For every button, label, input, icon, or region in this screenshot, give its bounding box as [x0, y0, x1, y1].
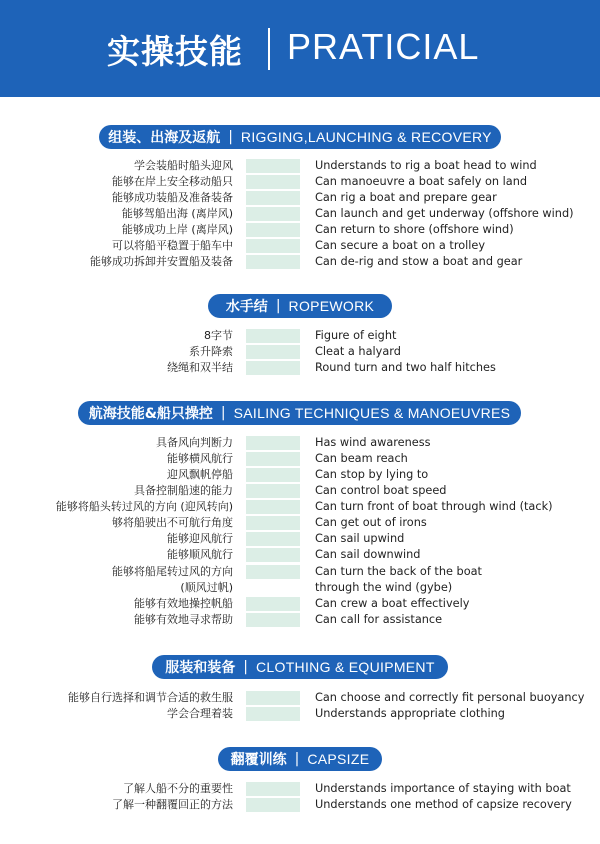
checkbox-cell[interactable]	[246, 707, 300, 721]
skill-label-en: Can crew a boat effectively	[315, 597, 470, 610]
skill-item	[0, 360, 600, 376]
skill-label-en: Can launch and get underway (offshore wind)	[315, 207, 574, 220]
section-title-rigging	[99, 125, 501, 149]
skill-item	[0, 467, 600, 483]
skill-label-en: Figure of eight	[315, 329, 397, 342]
skill-label-en: Can choose and correctly fit personal buoyancy	[315, 691, 585, 704]
section-title-en: CAPSIZE	[307, 751, 370, 767]
checkbox-cell[interactable]	[246, 782, 300, 796]
skill-item	[0, 706, 600, 722]
skill-label-en: Can de-rig and stow a boat and gear	[315, 255, 523, 268]
skill-label-zh: 学会装船时船头迎风	[134, 159, 233, 172]
skill-item	[0, 254, 600, 270]
checkbox-cell[interactable]	[246, 468, 300, 482]
checkbox-cell[interactable]	[246, 191, 300, 205]
skill-label-en: Can manoeuvre a boat safely on land	[315, 175, 528, 188]
section-title-divider: |	[243, 659, 249, 675]
skill-label-zh: 绕绳和双半结	[167, 361, 233, 374]
skill-label-en: Can sail upwind	[315, 532, 405, 545]
skill-item	[0, 612, 600, 628]
checkbox-cell[interactable]	[246, 548, 300, 562]
page-header	[0, 0, 600, 97]
skill-label-zh: 可以将船平稳置于船车中	[112, 239, 233, 252]
checkbox-cell[interactable]	[246, 565, 300, 579]
checkbox-cell[interactable]	[246, 597, 300, 611]
section-title-zh: 服装和装备	[165, 660, 236, 676]
checkbox-cell[interactable]	[246, 613, 300, 627]
skill-label-zh: 能够成功拆卸并安置船及装备	[90, 255, 233, 268]
skill-label-en: Can return to shore (offshore wind)	[315, 223, 514, 236]
section-title-en: RIGGING,LAUNCHING & RECOVERY	[240, 129, 492, 145]
checkbox-cell[interactable]	[246, 484, 300, 498]
skill-item	[0, 174, 600, 190]
checkbox-cell[interactable]	[246, 159, 300, 173]
skill-item	[0, 238, 600, 254]
skill-item	[0, 483, 600, 499]
skill-item	[0, 451, 600, 467]
skill-label-en: Can sail downwind	[315, 548, 421, 561]
skill-label-zh: 能够驾船出海 (离岸风)	[121, 207, 233, 220]
checkbox-cell[interactable]	[246, 361, 300, 375]
checkbox-cell[interactable]	[246, 516, 300, 530]
skill-label-en: Can stop by lying to	[315, 468, 429, 481]
skill-label-zh: 够将船驶出不可航行角度	[112, 516, 233, 529]
skill-label-en: Understands appropriate clothing	[315, 707, 505, 720]
section-title-divider: |	[275, 298, 281, 314]
skill-label-zh: 能够有效地寻求帮助	[134, 613, 233, 626]
section-title-clothing	[152, 655, 448, 679]
skill-label-en: Cleat a halyard	[315, 345, 401, 358]
skill-item	[0, 158, 600, 174]
skill-label-en: Can turn front of boat through wind (tack)	[315, 500, 553, 513]
skill-item	[0, 690, 600, 706]
skill-label-zh: 具备控制船速的能力	[134, 484, 233, 497]
checkbox-cell[interactable]	[246, 207, 300, 221]
skill-label-en: Can call for assistance	[315, 613, 443, 626]
skill-label-zh: 8字节	[204, 329, 233, 342]
skill-label-zh: 能够自行选择和调节合适的救生服	[68, 691, 233, 704]
skill-label-zh: 能够有效地操控帆船	[134, 597, 233, 610]
skill-item-continuation	[0, 580, 600, 596]
section-title-capsize	[218, 747, 382, 771]
checkbox-cell[interactable]	[246, 255, 300, 269]
skill-label-zh: 系升降索	[189, 345, 233, 358]
checkbox-cell[interactable]	[246, 452, 300, 466]
skill-item	[0, 222, 600, 238]
checkbox-cell[interactable]	[246, 329, 300, 343]
skill-label-zh: 了解一种翻覆回正的方法	[112, 798, 233, 811]
section-title-zh: 航海技能&船只操控	[88, 406, 213, 422]
skill-label-en: Understands one method of capsize recovery	[315, 798, 572, 811]
skill-label-en: Has wind awareness	[315, 436, 431, 449]
checkbox-cell[interactable]	[246, 798, 300, 812]
skill-label-zh: 了解人船不分的重要性	[123, 782, 233, 795]
skill-label-zh: 具备风向判断力	[156, 436, 233, 449]
skill-label-en: Can beam reach	[315, 452, 408, 465]
skill-label-zh: 能够将船尾转过风的方向	[112, 565, 233, 578]
skill-label-en: Understands to rig a boat head to wind	[315, 159, 537, 172]
skill-label-zh: 能够将船头转过风的方向 (迎风转向)	[55, 500, 233, 513]
skill-item	[0, 328, 600, 344]
skill-item	[0, 435, 600, 451]
skill-label-zh: 能够在岸上安全移动船只	[112, 175, 233, 188]
checkbox-cell[interactable]	[246, 500, 300, 514]
section-title-divider: |	[228, 129, 233, 145]
skill-item	[0, 499, 600, 515]
skill-label-en: Understands importance of staying with boat	[315, 782, 571, 795]
page-title-zh: 实操技能	[107, 32, 243, 71]
section-title-zh: 翻覆训练	[230, 752, 287, 768]
section-title-divider: |	[294, 751, 300, 767]
skill-label-en: Can get out of irons	[315, 516, 427, 529]
section-title-sailing	[78, 401, 521, 425]
checkbox-cell[interactable]	[246, 175, 300, 189]
skill-item	[0, 344, 600, 360]
checkbox-cell[interactable]	[246, 436, 300, 450]
skill-item	[0, 547, 600, 563]
skill-label-en: through the wind (gybe)	[315, 581, 453, 594]
page-title-en: PRATICIAL	[287, 26, 480, 67]
section-title-en: CLOTHING & EQUIPMENT	[256, 659, 435, 675]
skill-item	[0, 515, 600, 531]
skill-item	[0, 206, 600, 222]
skill-label-zh: 迎风飘帆停船	[167, 468, 233, 481]
section-title-en: ROPEWORK	[288, 298, 375, 314]
checkbox-cell[interactable]	[246, 691, 300, 705]
skill-label-zh: (顺风过帆)	[180, 581, 233, 594]
checkbox-cell[interactable]	[246, 223, 300, 237]
skill-label-zh: 能够迎风航行	[167, 532, 233, 545]
skill-label-zh: 能够顺风航行	[167, 548, 233, 561]
skill-item	[0, 781, 600, 797]
skill-label-zh: 能够横风航行	[167, 452, 233, 465]
checkbox-cell[interactable]	[246, 345, 300, 359]
section-title-zh: 水手结	[225, 299, 268, 315]
skill-label-en: Round turn and two half hitches	[315, 361, 496, 374]
section-title-en: SAILING TECHNIQUES & MANOEUVRES	[233, 405, 511, 421]
skill-label-en: Can control boat speed	[315, 484, 447, 497]
skill-label-zh: 学会合理着装	[167, 707, 233, 720]
skill-item	[0, 797, 600, 813]
skill-label-en: Can turn the back of the boat	[315, 565, 482, 578]
skill-item	[0, 564, 600, 580]
section-title-ropework	[208, 294, 392, 318]
skill-item	[0, 190, 600, 206]
skill-label-zh: 能够成功上岸 (离岸风)	[121, 223, 233, 236]
section-title-zh: 组装、出海及返航	[108, 130, 221, 146]
skill-item	[0, 596, 600, 612]
skill-label-zh: 能够成功装船及准备装备	[112, 191, 233, 204]
title-divider	[268, 28, 270, 70]
skill-label-en: Can rig a boat and prepare gear	[315, 191, 497, 204]
checkbox-cell[interactable]	[246, 239, 300, 253]
skill-label-en: Can secure a boat on a trolley	[315, 239, 486, 252]
section-title-divider: |	[220, 405, 226, 421]
skill-item	[0, 531, 600, 547]
checkbox-cell[interactable]	[246, 532, 300, 546]
